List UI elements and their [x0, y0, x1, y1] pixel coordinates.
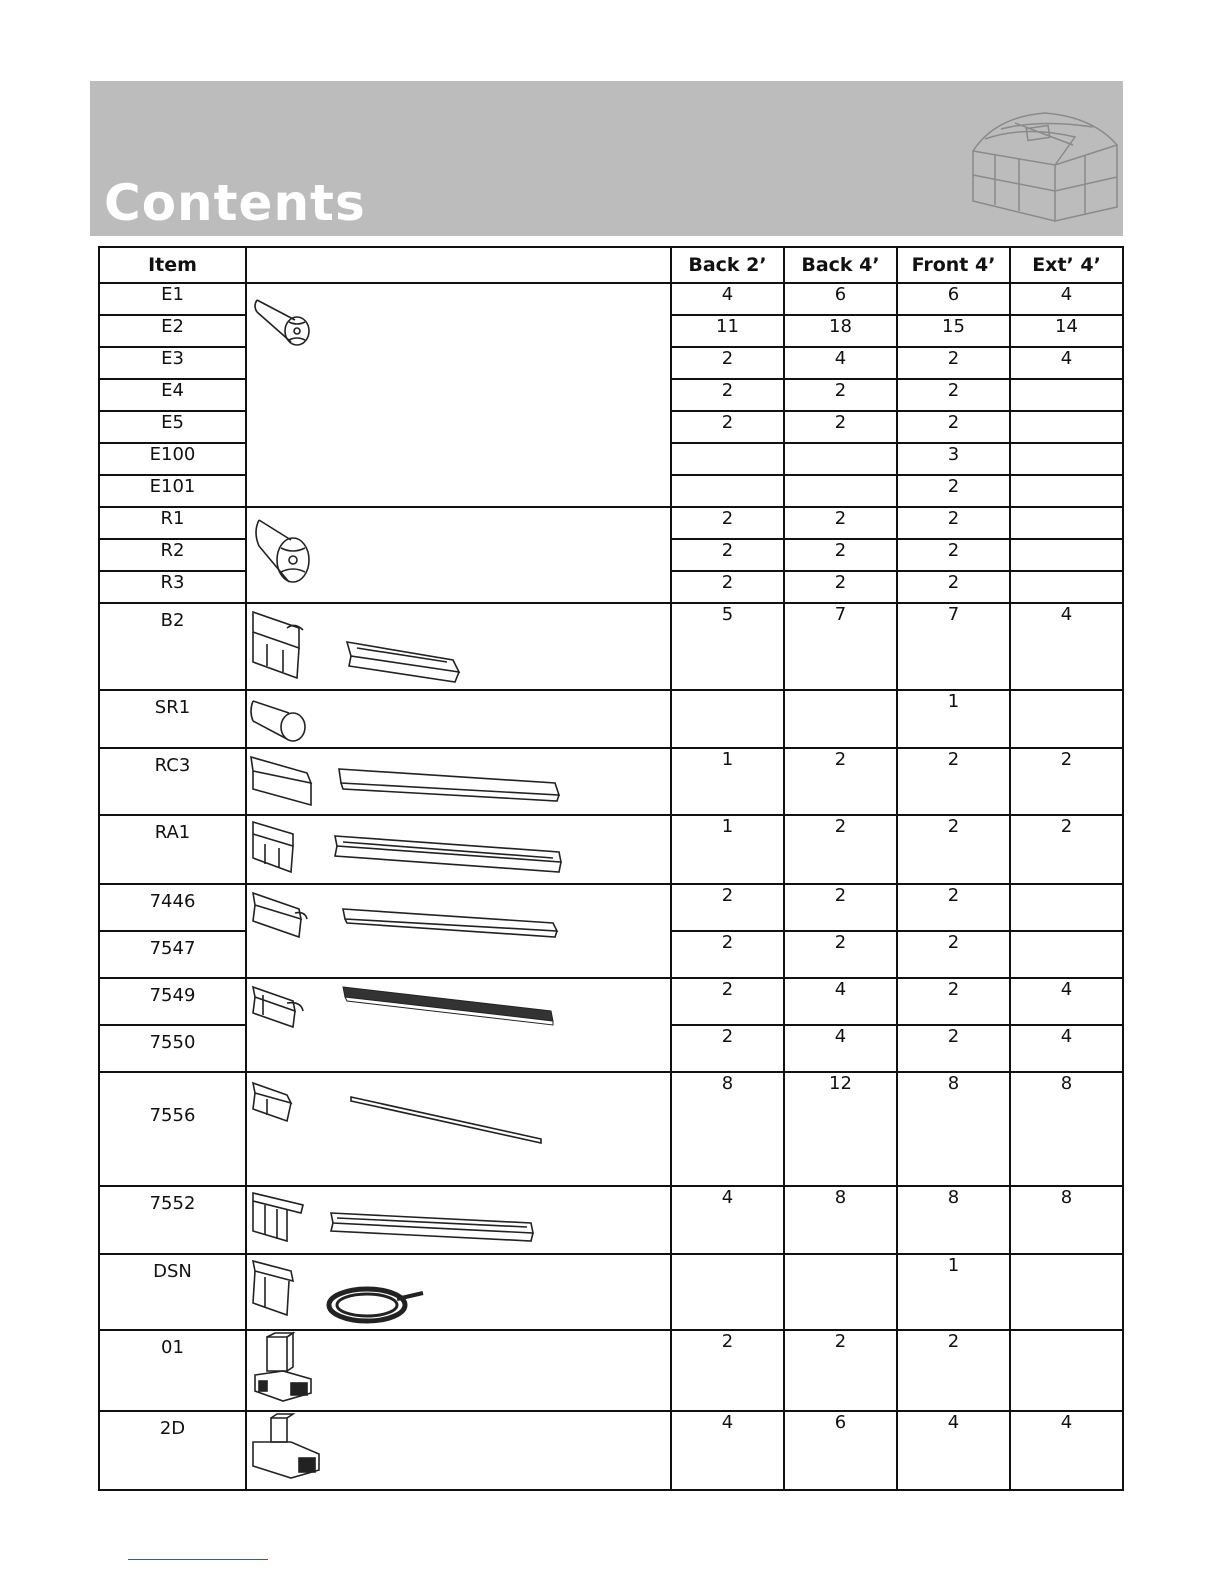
qty-front-4: 2 [897, 347, 1010, 379]
qty-front-4: 1 [897, 690, 1010, 748]
qty-ext-4: 2 [1010, 748, 1123, 815]
column-header: Item [99, 247, 246, 283]
qty-front-4: 2 [897, 815, 1010, 884]
qty-ext-4 [1010, 884, 1123, 931]
table-row [99, 1330, 1123, 1411]
qty-back-4 [784, 475, 897, 507]
qty-front-4: 6 [897, 283, 1010, 315]
qty-ext-4: 2 [1010, 815, 1123, 884]
qty-front-4: 8 [897, 1186, 1010, 1254]
qty-back-2: 5 [671, 603, 784, 690]
qty-back-4: 8 [784, 1186, 897, 1254]
qty-back-2: 2 [671, 347, 784, 379]
door-seal-coil-icon [247, 1255, 447, 1327]
extrusion-r-icon [251, 512, 331, 598]
item-code: DSN [99, 1254, 246, 1330]
item-code: 7446 [99, 884, 246, 931]
qty-back-4: 2 [784, 539, 897, 571]
qty-back-2: 8 [671, 1072, 784, 1186]
qty-back-2: 4 [671, 1186, 784, 1254]
qty-back-2: 1 [671, 815, 784, 884]
part-illustration-cell [246, 815, 671, 884]
part-illustration-cell [246, 978, 671, 1072]
qty-back-4 [784, 1254, 897, 1330]
qty-ext-4 [1010, 507, 1123, 539]
qty-back-2: 4 [671, 283, 784, 315]
table-row [99, 690, 1123, 748]
part-illustration-cell [246, 1254, 671, 1330]
qty-ext-4 [1010, 690, 1123, 748]
table-row [99, 748, 1123, 815]
qty-back-4: 2 [784, 748, 897, 815]
table-row [99, 1411, 1123, 1490]
item-code: RC3 [99, 748, 246, 815]
7549-profile-icon [247, 979, 567, 1035]
header-banner [90, 81, 1123, 236]
column-header: Front 4’ [897, 247, 1010, 283]
qty-back-4: 4 [784, 978, 897, 1025]
qty-ext-4: 4 [1010, 283, 1123, 315]
qty-back-4 [784, 690, 897, 748]
qty-front-4: 2 [897, 379, 1010, 411]
qty-ext-4: 8 [1010, 1072, 1123, 1186]
qty-back-4: 2 [784, 379, 897, 411]
qty-front-4: 4 [897, 1411, 1010, 1490]
item-code: RA1 [99, 815, 246, 884]
item-code: 7552 [99, 1186, 246, 1254]
table-row [99, 1186, 1123, 1254]
qty-ext-4 [1010, 1254, 1123, 1330]
item-code: 7556 [99, 1072, 246, 1186]
qty-front-4: 15 [897, 315, 1010, 347]
7552-profile-icon [247, 1187, 567, 1251]
column-header: Back 4’ [784, 247, 897, 283]
qty-back-2: 2 [671, 571, 784, 603]
qty-front-4: 2 [897, 748, 1010, 815]
connector-01-icon [247, 1331, 327, 1407]
item-code: E3 [99, 347, 246, 379]
qty-front-4: 8 [897, 1072, 1010, 1186]
qty-front-4: 2 [897, 978, 1010, 1025]
item-code: E5 [99, 411, 246, 443]
extrusion-e-icon [251, 290, 331, 370]
qty-back-2: 1 [671, 748, 784, 815]
table-row [99, 1254, 1123, 1330]
column-header: Back 2’ [671, 247, 784, 283]
qty-back-2: 2 [671, 1330, 784, 1411]
qty-back-2: 2 [671, 507, 784, 539]
qty-ext-4 [1010, 475, 1123, 507]
qty-back-4: 2 [784, 931, 897, 978]
qty-back-2: 2 [671, 978, 784, 1025]
part-illustration-cell [246, 884, 671, 978]
qty-ext-4 [1010, 443, 1123, 475]
round-tube-icon [247, 691, 327, 747]
qty-ext-4: 4 [1010, 347, 1123, 379]
page-title: Contents [104, 174, 366, 232]
qty-front-4: 3 [897, 443, 1010, 475]
item-code: SR1 [99, 690, 246, 748]
part-illustration-cell [246, 1072, 671, 1186]
qty-front-4: 2 [897, 571, 1010, 603]
item-code: E2 [99, 315, 246, 347]
qty-ext-4: 8 [1010, 1186, 1123, 1254]
qty-front-4: 2 [897, 1025, 1010, 1072]
part-illustration-cell [246, 1330, 671, 1411]
item-code: 01 [99, 1330, 246, 1411]
item-code: R1 [99, 507, 246, 539]
rc3-cap-icon [247, 749, 567, 813]
item-code: 7547 [99, 931, 246, 978]
item-code: 7549 [99, 978, 246, 1025]
qty-front-4: 7 [897, 603, 1010, 690]
greenhouse-icon [965, 99, 1125, 224]
qty-back-4: 2 [784, 411, 897, 443]
item-code: R3 [99, 571, 246, 603]
item-code: R2 [99, 539, 246, 571]
qty-back-2: 2 [671, 539, 784, 571]
qty-front-4: 2 [897, 539, 1010, 571]
table-header-row [99, 247, 1123, 283]
qty-ext-4: 4 [1010, 1411, 1123, 1490]
qty-ext-4: 14 [1010, 315, 1123, 347]
qty-back-2 [671, 443, 784, 475]
qty-front-4: 2 [897, 507, 1010, 539]
qty-back-4: 2 [784, 571, 897, 603]
qty-back-4: 7 [784, 603, 897, 690]
qty-back-2 [671, 475, 784, 507]
qty-front-4: 2 [897, 475, 1010, 507]
qty-back-4: 6 [784, 1411, 897, 1490]
qty-back-4: 6 [784, 283, 897, 315]
contents-table [98, 246, 1124, 1491]
table-row [99, 815, 1123, 884]
connector-2d-icon [247, 1412, 327, 1486]
table-row [99, 283, 1123, 315]
qty-back-2 [671, 1254, 784, 1330]
qty-back-4: 2 [784, 815, 897, 884]
ra1-rail-icon [247, 816, 567, 882]
qty-front-4: 2 [897, 931, 1010, 978]
column-header [246, 247, 671, 283]
qty-back-2: 2 [671, 411, 784, 443]
part-illustration-cell [246, 283, 671, 507]
qty-back-2: 2 [671, 931, 784, 978]
table-row [99, 507, 1123, 539]
b2-profile-icon [247, 604, 477, 684]
qty-front-4: 2 [897, 411, 1010, 443]
qty-back-4: 2 [784, 1330, 897, 1411]
7556-strip-icon [247, 1073, 567, 1153]
qty-ext-4 [1010, 931, 1123, 978]
part-illustration-cell [246, 1411, 671, 1490]
qty-back-4: 12 [784, 1072, 897, 1186]
qty-back-2: 2 [671, 379, 784, 411]
qty-ext-4: 4 [1010, 603, 1123, 690]
part-illustration-cell [246, 507, 671, 603]
table-row [99, 978, 1123, 1025]
qty-back-4: 2 [784, 884, 897, 931]
qty-back-4: 4 [784, 1025, 897, 1072]
qty-front-4: 2 [897, 1330, 1010, 1411]
qty-back-4: 2 [784, 507, 897, 539]
item-code: E100 [99, 443, 246, 475]
qty-back-2: 4 [671, 1411, 784, 1490]
item-code: E4 [99, 379, 246, 411]
item-code: E1 [99, 283, 246, 315]
item-code: 7550 [99, 1025, 246, 1072]
table-row [99, 603, 1123, 690]
part-illustration-cell [246, 690, 671, 748]
footer-link-underline [128, 1559, 268, 1560]
table-row [99, 1072, 1123, 1186]
qty-ext-4: 4 [1010, 1025, 1123, 1072]
7446-profile-icon [247, 885, 567, 941]
qty-ext-4 [1010, 379, 1123, 411]
qty-back-4: 4 [784, 347, 897, 379]
qty-ext-4: 4 [1010, 978, 1123, 1025]
part-illustration-cell [246, 1186, 671, 1254]
qty-front-4: 2 [897, 884, 1010, 931]
qty-ext-4 [1010, 411, 1123, 443]
qty-back-2: 2 [671, 884, 784, 931]
part-illustration-cell [246, 748, 671, 815]
qty-ext-4 [1010, 539, 1123, 571]
item-code: B2 [99, 603, 246, 690]
qty-back-2: 11 [671, 315, 784, 347]
qty-back-2: 2 [671, 1025, 784, 1072]
qty-front-4: 1 [897, 1254, 1010, 1330]
qty-back-2 [671, 690, 784, 748]
qty-back-4: 18 [784, 315, 897, 347]
part-illustration-cell [246, 603, 671, 690]
qty-back-4 [784, 443, 897, 475]
column-header: Ext’ 4’ [1010, 247, 1123, 283]
qty-ext-4 [1010, 1330, 1123, 1411]
item-code: E101 [99, 475, 246, 507]
table-row [99, 884, 1123, 931]
item-code: 2D [99, 1411, 246, 1490]
qty-ext-4 [1010, 571, 1123, 603]
